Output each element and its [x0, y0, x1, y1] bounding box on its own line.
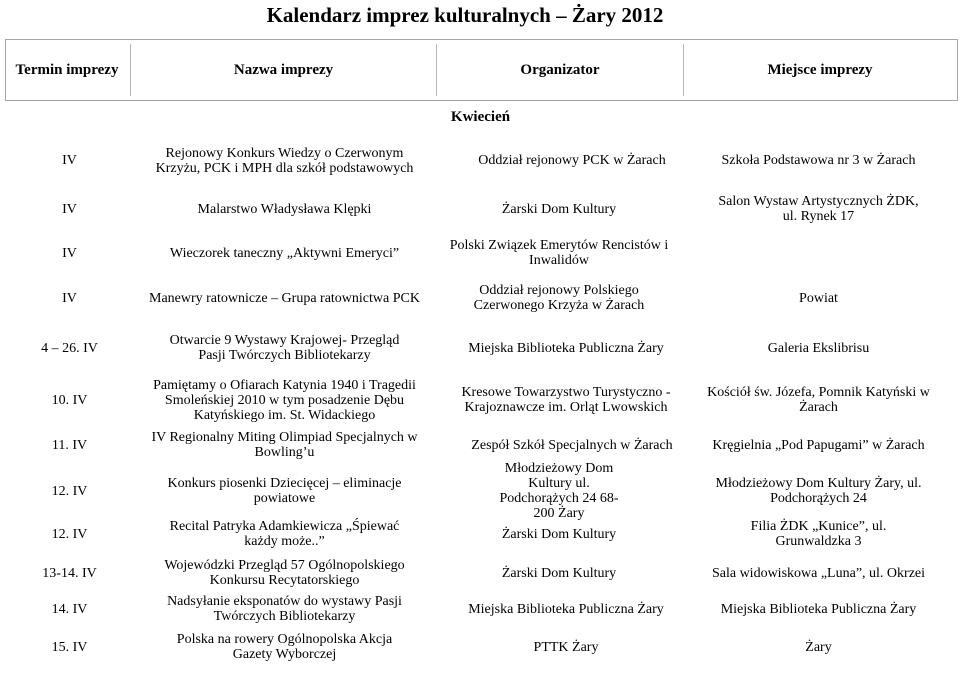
row-organizator: Oddział rejonowy PCK w Żarach — [478, 153, 666, 168]
row-miejsce: Powiat — [799, 290, 838, 306]
row-miejsce — [681, 233, 956, 273]
row-nazwa: Polska na rowery Ogólnopolska Akcja Gazety Wyborczej — [176, 632, 393, 662]
row-nazwa: Wojewódzki Przegląd 57 Ogólnopolskiego Konkursu Recytatorskiego — [164, 558, 405, 588]
row-organizator: PTTK Żary — [533, 639, 599, 655]
row-miejsce: Żary — [805, 639, 832, 655]
row-miejsce: Młodzieżowy Dom Kultury Żary, ul. Podchorążych 24 — [715, 476, 922, 506]
row-organizator: Młodzieżowy Dom Kultury ul. Podchorążych 24 68-200 Żary — [499, 461, 619, 521]
month-heading: Kwiecień — [450, 108, 511, 125]
row-termin: IV — [62, 245, 77, 261]
row-termin: IV — [62, 290, 77, 306]
row-miejsce: Filia ŻDK „Kunice”, ul. Grunwaldzka 3 — [750, 519, 887, 549]
row-termin: 10. IV — [51, 392, 88, 408]
row-organizator: Kresowe Towarzystwo Turystyczno - Krajoznawcze im. Orląt Lwowskich — [461, 385, 671, 415]
row-organizator: Żarski Dom Kultury — [501, 201, 617, 217]
row-termin: 12. IV — [51, 483, 88, 499]
row-nazwa: Otwarcie 9 Wystawy Krajowej- Przegląd Pasji Twórczych Bibliotekarzy — [169, 333, 400, 363]
row-termin: 14. IV — [51, 601, 88, 617]
row-miejsce: Szkoła Podstawowa nr 3 w Żarach — [721, 153, 916, 168]
row-termin: 15. IV — [51, 639, 88, 655]
row-nazwa: Wieczorek taneczny „Aktywni Emeryci” — [169, 245, 400, 261]
row-nazwa: Nadsyłanie eksponatów do wystawy Pasji Twórczych Bibliotekarzy — [167, 594, 402, 624]
row-organizator: Polski Związek Emerytów Rencistów i Inwalidów — [449, 238, 669, 268]
header-miejsce: Miejsce imprezy — [767, 61, 873, 78]
row-termin: 11. IV — [51, 437, 88, 453]
row-organizator: Miejska Biblioteka Publiczna Żary — [468, 601, 664, 617]
row-termin: IV — [62, 201, 77, 217]
row-nazwa: Pamiętamy o Ofiarach Katynia 1940 i Tragedii Smoleńskiej 2010 w tym posadzenie Dębu Katyńskiego im. St. Widackiego — [153, 377, 416, 423]
row-termin: 12. IV — [51, 526, 88, 542]
row-termin: 4 – 26. IV — [41, 340, 98, 356]
header-termin: Termin imprezy — [15, 61, 119, 78]
row-nazwa: Rejonowy Konkurs Wiedzy o Czerwonym Krzyżu, PCK i MPH dla szkół podstawowych — [155, 145, 414, 176]
row-miejsce: Salon Wystaw Artystycznych ŻDK, ul. Rynek 17 — [718, 194, 919, 224]
row-organizator: Żarski Dom Kultury — [501, 565, 617, 581]
row-miejsce: Kościół św. Józefa, Pomnik Katyński w Żarach — [707, 385, 930, 415]
row-miejsce: Kręgielnia „Pod Papugami” w Żarach — [712, 437, 925, 453]
row-termin: IV — [62, 153, 77, 168]
row-organizator: Oddział rejonowy Polskiego Czerwonego Krzyża w Żarach — [473, 283, 645, 313]
header-organizator: Organizator — [520, 61, 600, 78]
row-organizator: Miejska Biblioteka Publiczna Żary — [468, 340, 664, 356]
row-miejsce: Miejska Biblioteka Publiczna Żary — [720, 601, 917, 617]
row-nazwa: IV Regionalny Miting Olimpiad Specjalnych w Bowling’u — [151, 430, 418, 460]
row-miejsce: Galeria Ekslibrisu — [767, 340, 870, 356]
row-nazwa: Malarstwo Władysława Klępki — [197, 201, 372, 217]
row-organizator: Żarski Dom Kultury — [501, 526, 617, 542]
header-nazwa: Nazwa imprezy — [233, 61, 334, 78]
row-nazwa: Konkurs piosenki Dziecięcej – eliminacje powiatowe — [167, 476, 402, 506]
row-nazwa: Manewry ratownicze – Grupa ratownictwa PCK — [149, 290, 420, 306]
page-title: Kalendarz imprez kulturalnych – Żary 2012 — [266, 3, 664, 27]
row-nazwa: Recital Patryka Adamkiewicza „Śpiewać każdy może..” — [169, 519, 400, 549]
events-table — [5, 39, 956, 679]
table-header — [5, 39, 958, 101]
row-miejsce: Sala widowiskowa „Luna”, ul. Okrzei — [711, 565, 926, 581]
row-termin: 13-14. IV — [42, 565, 97, 581]
row-organizator: Zespół Szkół Specjalnych w Żarach — [471, 437, 673, 453]
